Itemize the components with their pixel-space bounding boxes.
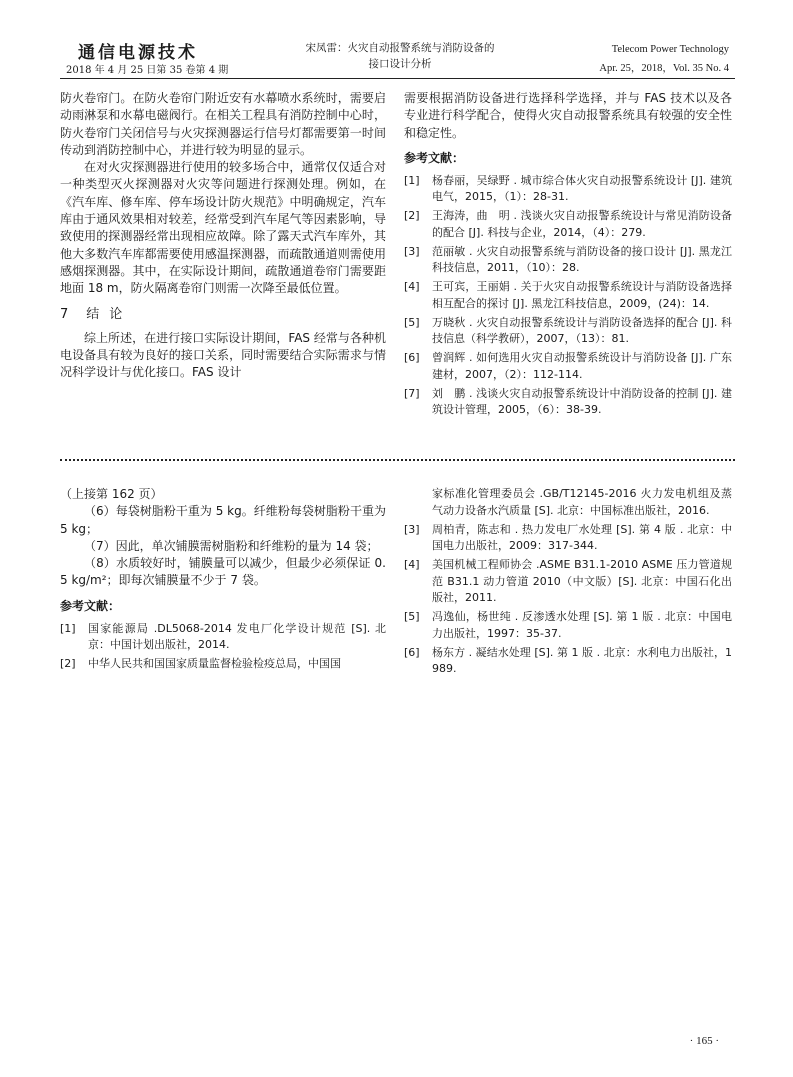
reference-number: [5]	[404, 315, 420, 329]
reference-item	[404, 386, 732, 419]
reference-text: 万晓秋 . 火灾自动报警系统设计与消防设备选择的配合 [J]. 科技信息（科学教研），2007，（13）：81.	[432, 315, 732, 346]
list-item: （8）水质较好时，铺膜量可以减少，但最少必须保证 0.5 kg/m²；即每次铺膜量不少于 7 袋。	[60, 556, 386, 588]
reference-number: [6]	[404, 645, 420, 659]
running-title	[270, 40, 530, 72]
reference-number: [4]	[404, 558, 420, 571]
reference-item	[60, 656, 386, 673]
page-header	[0, 0, 793, 78]
list-item: （6）每袋树脂粉干重为 5 kg。纤维粉每袋树脂粉干重为 5 kg；	[60, 504, 386, 536]
reference-number: [3]	[404, 244, 420, 258]
conclusion-continued: 需要根据消防设备进行选择科学选择，并与 FAS 技术以及各专业进行科学配合，使得火灾自动报警系统具有较强的安全性和稳定性。	[404, 91, 732, 140]
lower-right-column	[404, 486, 732, 680]
reference-text: 曾润辉 . 如何选用火灾自动报警系统设计与消防设备 [J]. 广东建材，2007，（2）：112-114.	[432, 351, 732, 381]
body-paragraph: 防火卷帘门。在防火卷帘门附近安有水幕喷水系统时，需要启动雨淋泵和水幕电磁阀行。在相关工程具有消防控制中心时，防火卷帘门关闭信号与火灾探测器运行信号灯都需要第一时间传动到消防控制中心，并进行较为明显的显示。	[60, 91, 386, 157]
conclusion-paragraph: 综上所述，在进行接口实际设计期间，FAS 经常与各种机电设备具有较为良好的接口关系，同时需要结合实际需求与情况科学设计与优化接口。FAS 设计	[60, 330, 386, 380]
reference-list	[60, 621, 386, 673]
reference-text: 杨春丽，吴绿野 . 城市综合体火灾自动报警系统设计 [J]. 建筑电气，2015，（1）：28-31.	[432, 173, 732, 204]
journal-name-en: Telecom Power Technology	[611, 44, 729, 55]
reference-text: 王海涛，曲 明 . 浅谈火灾自动报警系统设计与常见消防设备的配合 [J]. 科技与企业，2014，（4）：279.	[432, 209, 732, 239]
issue-date: 2018 年 4 月 25 日第 35 卷第 4 期	[66, 65, 229, 76]
section-title: 结论	[86, 306, 133, 322]
reference-text: 美国机械工程师协会 .ASME B31.1-2010 ASME 压力管道规范 B31.1 动力管道 2010（中文版）[S]. 北京：中国石化出版社，2011.	[432, 558, 732, 604]
reference-list	[404, 173, 732, 419]
issue-en: Apr. 25，2018，Vol. 35 No. 4	[599, 63, 729, 74]
reference-item	[404, 350, 732, 383]
reference-item	[404, 208, 732, 241]
reference-number: [4]	[404, 280, 420, 294]
reference-text: 周柏青，陈志和 . 热力发电厂水处理 [S]. 第 4 版 . 北京：中国电力出版社，2009：317-344.	[432, 522, 732, 552]
reference-text: 范丽敏 . 火灾自动报警系统与消防设备的接口设计 [J]. 黑龙江科技信息，2011，（10）：28.	[432, 244, 732, 275]
reference-item	[404, 173, 732, 206]
section-divider	[60, 459, 735, 461]
references-heading: 参考文献：	[404, 150, 465, 165]
body-paragraph: 在对火灾探测器进行使用的较多场合中，通常仅仅适合对一种类型灭火探测器对火灾等问题进行探测处理。例如，在《汽车库、修车库、停车场设计防火规范》中明确规定，汽车库由于通风效果相对较差，经常受到汽车尾气等因素影响，导致使用的探测器经常出现相应故障。除了露天式汽车库外，其他大多数汽车库都需要使用感温探测器，而疏散通道则需使用感烟探测器。其中，在实际设计期间，疏散通道卷帘门需要距地面 18 m，防火隔离卷帘门则需一次降至最低位置。	[60, 160, 386, 296]
list-item: （7）因此，单次铺膜需树脂粉和纤维粉的量为 14 袋；	[84, 538, 379, 553]
references-heading: 参考文献：	[60, 598, 121, 613]
reference-text: 家标准化管理委员会 .GB/T12145-2016 火力发电机组及蒸气动力设备水汽质量 [S]. 北京：中国标准出版社，2016.	[432, 487, 732, 517]
section-number: 7	[60, 306, 69, 322]
upper-left-column	[60, 90, 386, 381]
running-title-line2: 接口设计分析	[368, 58, 432, 70]
reference-number: [7]	[404, 386, 420, 400]
reference-text: 冯逸仙，杨世纯 . 反渗透水处理 [S]. 第 1 版 . 北京：中国电力出版社，1997：35-37.	[432, 610, 732, 640]
running-title-line1: 宋凤雷：火灾自动报警系统与消防设备的	[305, 42, 495, 54]
reference-item	[404, 315, 732, 348]
reference-item	[404, 645, 732, 678]
reference-number: [2]	[404, 209, 420, 223]
reference-item	[404, 557, 732, 607]
reference-item	[60, 621, 386, 654]
header-rule	[60, 78, 735, 79]
reference-item	[404, 244, 732, 277]
continued-note: （上接第 162 页）	[60, 487, 163, 501]
reference-text: 王可宾，王丽娟 . 关于火灾自动报警系统设计与消防设备选择相互配合的探讨 [J]. 黑龙江科技信息，2009，(24)：14.	[432, 280, 732, 310]
journal-logo: 通信电源技术	[78, 43, 198, 63]
reference-list	[404, 522, 732, 678]
page-number: · 165 ·	[689, 1035, 719, 1047]
reference-text: 国家能源局 .DL5068-2014 发电厂化学设计规范 [S]. 北京：中国计划出版社，2014.	[88, 621, 386, 652]
reference-number: [1]	[404, 173, 420, 187]
reference-number: [6]	[404, 351, 420, 365]
reference-item	[404, 522, 732, 555]
reference-text: 杨东方 . 凝结水处理 [S]. 第 1 版 . 北京：水利电力出版社，1989.	[432, 645, 732, 675]
reference-number: [5]	[404, 610, 420, 623]
reference-item-continued	[404, 486, 732, 519]
upper-right-column	[404, 90, 732, 421]
lower-left-column	[60, 486, 386, 675]
reference-number: [3]	[404, 522, 420, 536]
reference-text: 刘 鹏 . 浅谈火灾自动报警系统设计中消防设备的控制 [J]. 建筑设计管理，2005，（6）：38-39.	[432, 386, 732, 417]
reference-item	[404, 279, 732, 312]
reference-item	[404, 609, 732, 642]
section-heading	[60, 306, 386, 324]
reference-number: [1]	[60, 621, 76, 635]
reference-text: 中华人民共和国国家质量监督检验检疫总局，中国国	[88, 657, 341, 671]
reference-number: [2]	[60, 657, 76, 671]
